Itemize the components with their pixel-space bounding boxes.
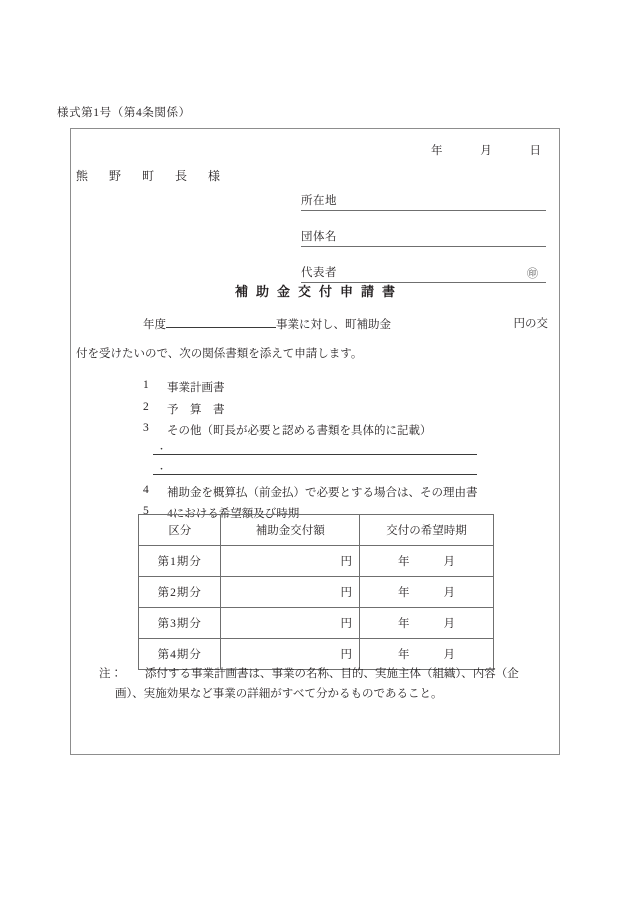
row-period-input[interactable] xyxy=(360,577,494,608)
list-item xyxy=(143,422,553,438)
footnote-label: 注： xyxy=(99,668,122,680)
amount-unit-label: 円 xyxy=(340,649,353,661)
bullet-marker: ・ xyxy=(157,443,167,454)
list-item-number: 1 xyxy=(143,379,149,391)
table-row xyxy=(139,608,494,639)
list-item-number: 5 xyxy=(143,505,149,517)
intro-year-label: 年度 xyxy=(143,319,166,331)
form-number-label: 様式第1号（第4条関係） xyxy=(57,107,191,119)
intro-line-2: 付を受けたいので、次の関係書類を添えて申請します。 xyxy=(76,348,363,360)
row-period-input[interactable] xyxy=(360,546,494,577)
list-item-label: 予 算 書 xyxy=(167,403,225,416)
column-header-period: 交付の希望時期 xyxy=(360,515,494,546)
document-title: 補助金交付申請書 xyxy=(234,284,403,299)
date-line xyxy=(431,142,541,158)
date-year-label: 年 xyxy=(431,145,443,157)
list-item xyxy=(143,401,553,417)
period-month-label: 月 xyxy=(443,649,456,661)
other-document-input-1[interactable] xyxy=(153,444,477,455)
row-category-label: 第3期分 xyxy=(139,608,221,639)
applicant-address-label: 所在地 xyxy=(301,195,337,207)
applicant-field-representative[interactable] xyxy=(301,256,546,283)
addressee-line: 熊 野 町 長 様 xyxy=(76,169,230,183)
bullet-marker: ・ xyxy=(157,463,167,474)
seal-icon: ㊞ xyxy=(527,268,538,280)
applicant-representative-label: 代表者 xyxy=(301,267,337,279)
intro-amount-suffix: 円の交 xyxy=(513,318,548,330)
footnote-body xyxy=(99,668,539,704)
intro-middle-text: 事業に対し、町補助金 xyxy=(276,319,391,331)
period-month-label: 月 xyxy=(443,556,456,568)
applicant-field-organization[interactable] xyxy=(301,220,546,247)
period-year-label: 年 xyxy=(398,556,410,568)
column-header-amount: 補助金交付額 xyxy=(221,515,360,546)
form-frame xyxy=(70,128,560,755)
row-period-input[interactable] xyxy=(360,608,494,639)
footnote-line-2: 画）、実施効果など事業の詳細がすべて分かるものであること。 xyxy=(115,688,443,700)
list-item xyxy=(143,379,553,395)
table-header-row xyxy=(139,515,494,546)
date-day-label: 日 xyxy=(529,145,541,157)
intro-line-1 xyxy=(143,315,391,332)
period-year-label: 年 xyxy=(398,649,410,661)
row-category-label: 第2期分 xyxy=(139,577,221,608)
list-item-number: 2 xyxy=(143,400,149,413)
list-item-label: 事業計画書 xyxy=(167,382,225,394)
list-item-number: 4 xyxy=(143,483,149,496)
table-row xyxy=(139,546,494,577)
row-amount-input[interactable] xyxy=(221,577,360,608)
applicant-organization-label: 団体名 xyxy=(301,231,337,243)
list-item-label: 補助金を概算払（前金払）で必要とする場合は、その理由書 xyxy=(167,486,478,499)
other-document-input-2[interactable] xyxy=(153,464,477,475)
list-item xyxy=(143,484,553,500)
amount-unit-label: 円 xyxy=(340,587,353,599)
applicant-info-block xyxy=(301,184,546,292)
row-amount-input[interactable] xyxy=(221,546,360,577)
date-month-label: 月 xyxy=(480,145,492,157)
list-item-label: 4における希望額及び時期 xyxy=(167,508,300,520)
attachment-list xyxy=(143,379,553,527)
period-month-label: 月 xyxy=(443,587,456,599)
row-amount-input[interactable] xyxy=(221,608,360,639)
payment-schedule-table xyxy=(138,514,494,670)
period-year-label: 年 xyxy=(398,587,410,599)
amount-unit-label: 円 xyxy=(340,618,353,630)
period-year-label: 年 xyxy=(398,618,410,630)
footnote-line-1: 添付する事業計画書は、事業の名称、目的、実施主体（組織）、内容（企 xyxy=(145,668,519,680)
amount-unit-label: 円 xyxy=(340,556,353,568)
row-category-label: 第1期分 xyxy=(139,546,221,577)
footnote xyxy=(99,664,539,704)
applicant-field-address[interactable] xyxy=(301,184,546,211)
period-month-label: 月 xyxy=(443,618,456,630)
list-item-label: その他（町長が必要と認める書類を具体的に記載） xyxy=(167,425,432,437)
schedule-table-wrapper xyxy=(138,514,494,670)
row-category-label: 第4期分 xyxy=(139,639,221,670)
column-header-category: 区分 xyxy=(139,515,221,546)
list-item-number: 3 xyxy=(143,422,149,434)
project-name-input[interactable] xyxy=(166,315,276,328)
table-row xyxy=(139,577,494,608)
